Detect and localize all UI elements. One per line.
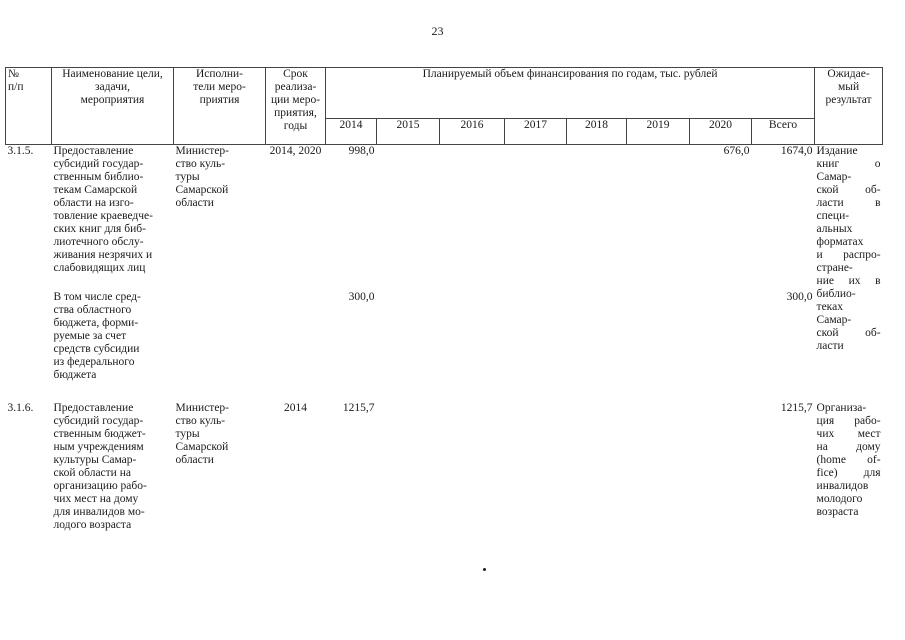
header-year-2020: 2020 [690, 118, 752, 144]
row-term: 2014 [284, 402, 307, 414]
page-number: 23 [431, 24, 444, 38]
table-row [6, 145, 883, 276]
row-value-total: 1215,7 [780, 402, 813, 414]
row-result: Издание книг о Самар- ской об- ласти в специ- альных форматах и распро- стране- ние их в библио- теках Самар- ской об- ласти [816, 145, 881, 352]
row-term [266, 275, 326, 402]
row-value-total: 1674,0 [780, 145, 813, 157]
header-year-2015: 2015 [377, 118, 440, 144]
row-executors: Министер- ство куль- туры Самарской области [175, 145, 230, 209]
row-term: 2014, 2020 [269, 145, 322, 157]
row-executors [174, 275, 266, 402]
header-num: № п/п [6, 68, 52, 145]
table-row [6, 402, 883, 532]
header-financing: Планируемый объем финансирования по годам, тыс. рублей [326, 68, 815, 119]
header-row-1 [6, 68, 883, 119]
header-year-2019: 2019 [627, 118, 690, 144]
header-year-2017: 2017 [505, 118, 567, 144]
header-name: Наименование цели, задачи, мероприятия [52, 68, 174, 145]
header-term: Срок реализа- ции меро- приятия, годы [266, 68, 326, 145]
row-value-total: 300,0 [786, 291, 813, 303]
row-value-2020 [690, 402, 752, 532]
row-name: Предоставление субсидий государ- ственным библио- текам Самарской области на изго- товление краеведче- ских книг для биб- лиотечного обслу- живания незрячих и слабовидящих лиц [53, 145, 153, 274]
header-year-2016: 2016 [440, 118, 505, 144]
row-num [6, 275, 52, 402]
row-value-2014: 300,0 [348, 291, 375, 303]
row-num: 3.1.5. [7, 145, 34, 157]
row-name: В том числе сред- ства областного бюджета, форми- руемые за счет средств субсидии из федерального бюджета [53, 291, 141, 381]
table-row [6, 275, 883, 402]
row-executors: Министер- ство куль- туры Самарской области [175, 402, 230, 466]
header-total: Всего [752, 118, 815, 144]
row-value-2020 [690, 275, 752, 402]
header-year-2018: 2018 [567, 118, 627, 144]
row-name: Предоставление субсидий государ- ственным бюджет- ным учреждениям культуры Самар- ской области на организацию рабо- чих мест на дому для инвалидов мо- лодого возраста [53, 402, 147, 531]
row-num: 3.1.6. [7, 402, 34, 414]
row-value-2014: 998,0 [348, 145, 375, 157]
header-result: Ожидае- мый результат [815, 68, 883, 145]
row-result: Организа- ция рабо- чих мест на дому (home of- fice) для инвалидов молодого возраста [816, 402, 881, 518]
scan-speck [483, 568, 486, 571]
row-value-2020: 676,0 [723, 145, 750, 157]
header-executors: Исполни- тели меро- приятия [174, 68, 266, 145]
row-value-2014: 1215,7 [342, 402, 375, 414]
header-year-2014: 2014 [326, 118, 377, 144]
financing-plan-table [5, 67, 883, 532]
